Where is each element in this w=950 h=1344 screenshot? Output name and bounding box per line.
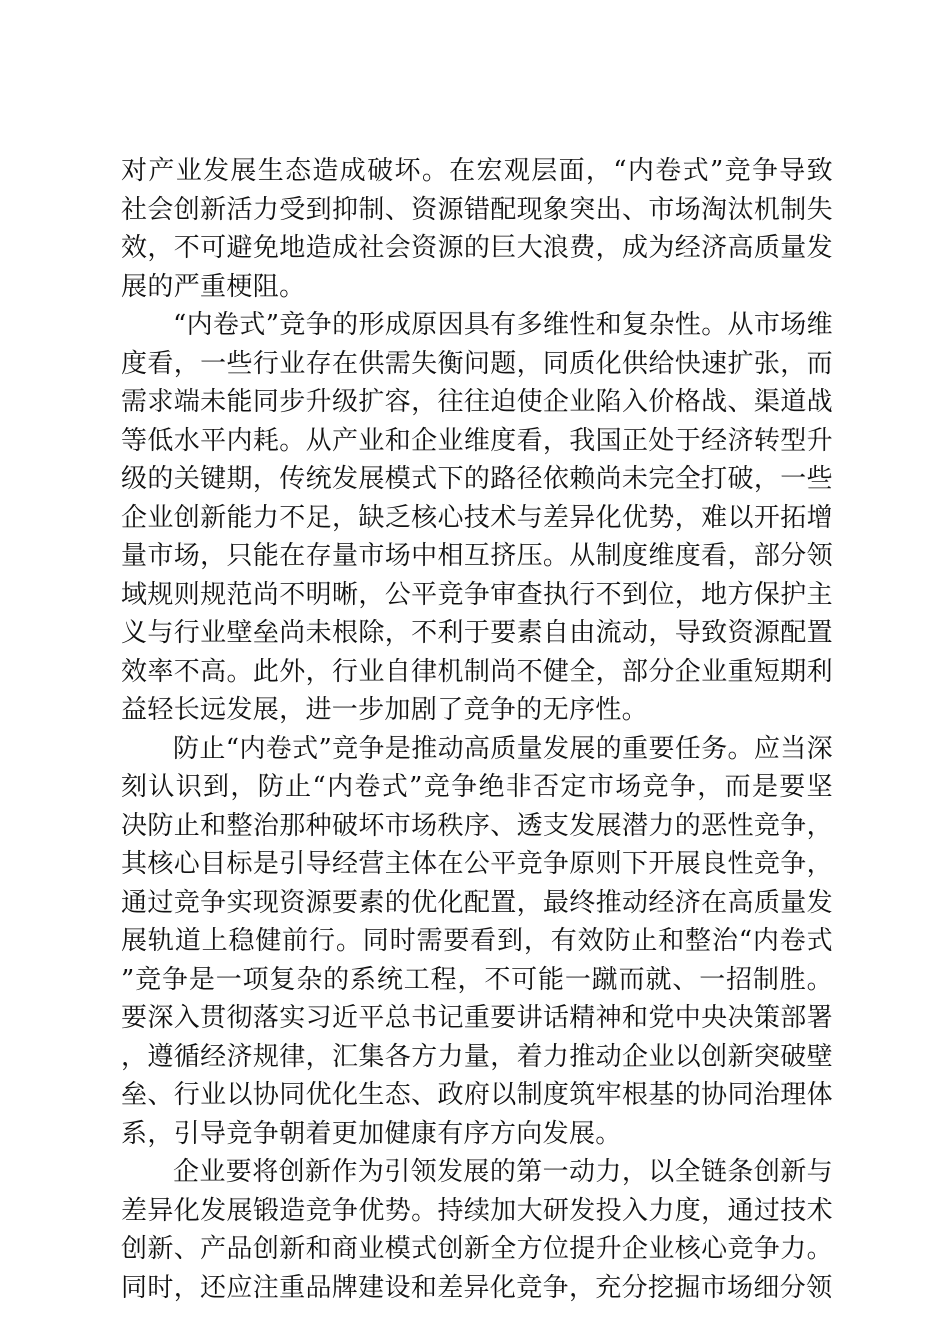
- paragraph-continuation: 对产业发展生态造成破坏。在宏观层面，“内卷式”竞争导致社会创新活力受到抑制、资源错配现象突出、市场淘汰机制失效，不可避免地造成社会资源的巨大浪费，成为经济高质量发展的严重梗阻。: [121, 156, 833, 302]
- paragraph-task: 防止“内卷式”竞争是推动高质量发展的重要任务。应当深刻认识到，防止“内卷式”竞争绝非否定市场竞争，而是要坚决防止和整治那种破坏市场秩序、透支发展潜力的恶性竞争，其核心目标是引导经营主体在公平竞争原则下开展良性竞争，通过竞争实现资源要素的优化配置，最终推动经济在高质量发展轨道上稳健前行。同时需要看到，有效防止和整治“内卷式”竞争是一项复杂的系统工程，不可能一蹴而就、一招制胜。要深入贯彻落实习近平总书记重要讲话精神和党中央决策部署，遵循经济规律，汇集各方力量，着力推动企业以创新突破壁垒、行业以协同优化生态、政府以制度筑牢根基的协同治理体系，引导竞争朝着更加健康有序方向发展。: [121, 733, 833, 1149]
- paragraph-enterprise-innovation: 企业要将创新作为引领发展的第一动力，以全链条创新与差异化发展锻造竞争优势。持续加大研发投入力度，通过技术创新、产品创新和商业模式创新全方位提升企业核心竞争力。同时，还应注重品牌建设和差异化竞争，充分挖掘市场细分领: [121, 1157, 833, 1303]
- article-body: [121, 152, 833, 1307]
- paragraph-causes: “内卷式”竞争的形成原因具有多维性和复杂性。从市场维度看，一些行业存在供需失衡问题，同质化供给快速扩张，而需求端未能同步升级扩容，往往迫使企业陷入价格战、渠道战等低水平内耗。从产业和企业维度看，我国正处于经济转型升级的关键期，传统发展模式下的路径依赖尚未完全打破，一些企业创新能力不足，缺乏核心技术与差异化优势，难以开拓增量市场，只能在存量市场中相互挤压。从制度维度看，部分领域规则规范尚不明晰，公平竞争审查执行不到位，地方保护主义与行业壁垒尚未根除，不利于要素自由流动，导致资源配置效率不高。此外，行业自律机制尚不健全，部分企业重短期利益轻长远发展，进一步加剧了竞争的无序性。: [121, 310, 833, 725]
